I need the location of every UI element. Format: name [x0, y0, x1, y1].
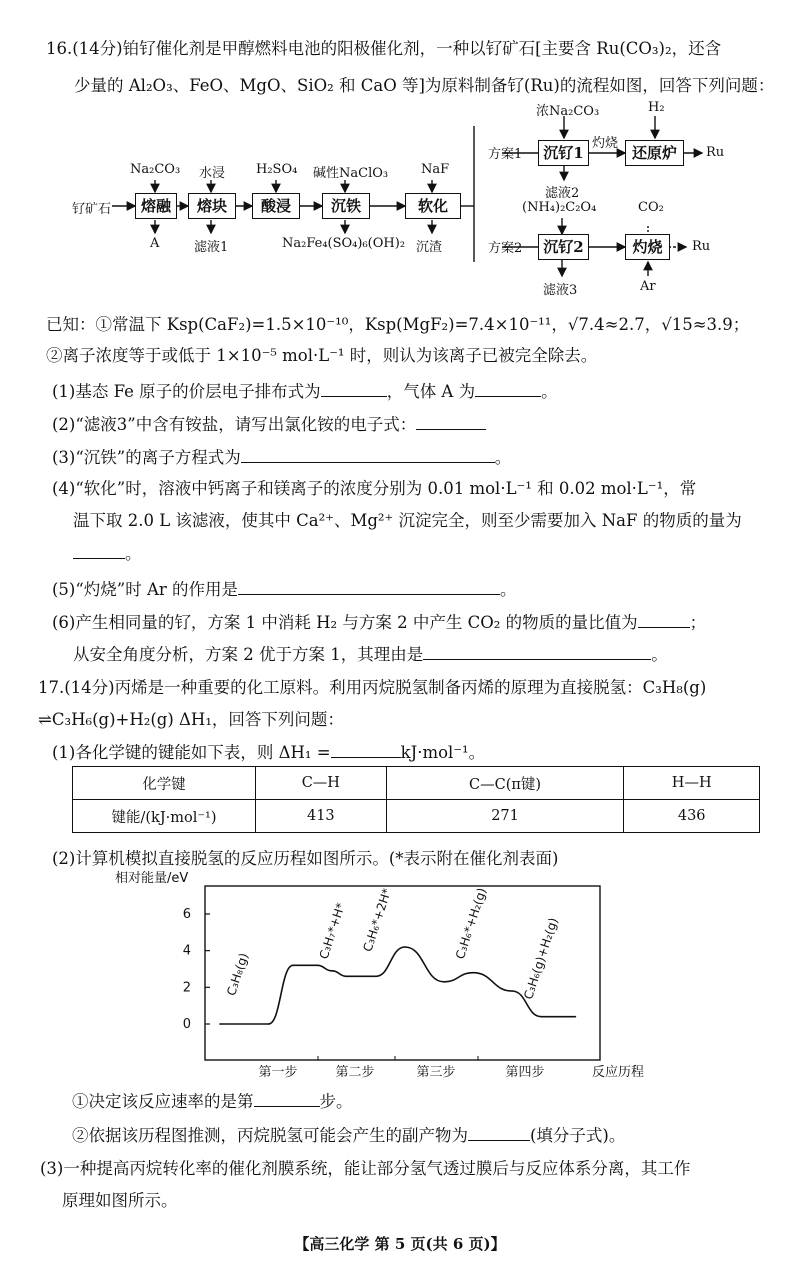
q16-part1-text-b: ，气体 A 为	[386, 382, 476, 401]
plan2-step-precip-ru2: 沉钌2	[538, 234, 589, 260]
chart-ytick-label: 0	[182, 1017, 191, 1032]
table-row-label: 键能/(kJ·mol⁻¹)	[73, 800, 256, 833]
flow-step-acid-leach: 酸浸	[252, 193, 300, 219]
plan2-step-calcine: 灼烧	[625, 234, 670, 260]
answer-blank-rate-step[interactable]	[254, 1090, 320, 1107]
q17-part3-line2: 原理如图所示。	[62, 1191, 178, 1210]
table-header-cell: C—H	[256, 767, 387, 800]
chart-xlabel: 反应历程	[591, 1065, 645, 1080]
q16-intro-line1: 16.(14分)铂钌催化剂是甲醇燃料电池的阳极催化剂，一种以钌矿石[主要含 Ru(CO₃)₂，还含	[46, 39, 722, 58]
plan2-gas-ar: Ar	[640, 279, 656, 294]
table-header-row	[73, 767, 760, 800]
table-header-cell: H—H	[624, 767, 760, 800]
q17-part2-q2	[72, 1124, 625, 1147]
chart-species-label: C₃H₆(g)+H₂(g)	[521, 916, 561, 1002]
q17-part1	[52, 741, 485, 764]
flow-start-ore: 钌矿石	[72, 202, 112, 217]
q17-intro-line1: 17.(14分)丙烯是一种重要的化工原料。利用丙烷脱氢制备丙烯的原理为直接脱氢：C₃H₈(g)	[38, 678, 707, 697]
plan2-product-ru: Ru	[692, 239, 711, 254]
q16-part3	[52, 446, 511, 469]
table-cell: 271	[386, 800, 624, 833]
q16-part6-line2	[73, 643, 668, 666]
flow-step-melt: 熔融	[135, 193, 177, 219]
q16-part2	[52, 413, 486, 436]
q17-part1-text-a: (1)各化学键的键能如下表，则 ΔH₁ =	[52, 743, 331, 762]
reagent-naclo3: 碱性NaClO₃	[313, 166, 389, 181]
plan1-filtrate2: 滤液2	[545, 186, 580, 201]
plan2-filtrate3: 滤液3	[543, 283, 578, 298]
output-filtrate1: 滤液1	[194, 240, 229, 255]
plan1-step-reduction-furnace: 还原炉	[625, 140, 684, 166]
q17-q2-text-a: ②依据该历程图推测，丙烷脱氢可能会产生的副产物为	[72, 1126, 468, 1145]
chart-ylabel: 相对能量/eV	[115, 871, 189, 886]
q16-part4-text-c: 。	[125, 544, 142, 563]
plan2-reagent: (NH₄)₂C₂O₄	[522, 200, 597, 215]
chart-step-label: 第一步	[258, 1065, 298, 1080]
page-footer: 【高三化学 第 5 页(共 6 页)】	[294, 1235, 506, 1253]
q16-part4-line1: (4)“软化”时，溶液中钙离子和镁离子的浓度分别为 0.01 mol·L⁻¹ 和 0.02 mol·L⁻¹，常	[52, 479, 697, 498]
q16-part1-text-a: (1)基态 Fe 原子的价层电子排布式为	[52, 382, 321, 401]
answer-blank-fe-config[interactable]	[321, 380, 387, 397]
q16-part5-text-b: 。	[500, 580, 517, 599]
q16-part6-line1	[52, 611, 706, 634]
q17-part1-text-b: kJ·mol⁻¹。	[400, 743, 486, 762]
reagent-na2co3: Na₂CO₃	[130, 162, 181, 177]
answer-blank-delta-h[interactable]	[331, 741, 401, 758]
q16-known-1: 已知：①常温下 Ksp(CaF₂)=1.5×10⁻¹⁰，Ksp(MgF₂)=7.4×10⁻¹¹，√7.4≈2.7，√15≈3.9；	[46, 315, 750, 334]
chart-species-label: C₃H₈(g)	[224, 951, 252, 998]
chart-species-label: C₃H₇*+H*	[316, 901, 348, 961]
q16-part4-line2: 温下取 2.0 L 该滤液，使其中 Ca²⁺、Mg²⁺ 沉淀完全，则至少需要加入 NaF 的物质的量为	[73, 511, 742, 530]
q17-part2: (2)计算机模拟直接脱氢的反应历程如图所示。(*表示附在催化剂表面)	[52, 849, 559, 868]
plan1-arrow-label: 灼烧	[592, 136, 619, 151]
reagent-h2so4: H₂SO₄	[256, 162, 298, 177]
output-sludge: 沉渣	[416, 240, 443, 255]
q17-q2-text-b: (填分子式)。	[530, 1126, 626, 1145]
answer-blank-byproduct[interactable]	[468, 1124, 530, 1141]
chart-step-label: 第二步	[335, 1065, 375, 1080]
plan1-product-ru: Ru	[706, 145, 725, 160]
table-header-cell: C—C(π键)	[386, 767, 624, 800]
bond-energy-table	[72, 766, 760, 833]
answer-blank-h2-co2-ratio[interactable]	[638, 611, 690, 628]
q17-q1-text-b: 步。	[319, 1092, 353, 1111]
plan1-h2: H₂	[648, 100, 665, 115]
answer-blank-nh4cl-lewis[interactable]	[416, 413, 486, 430]
chart-ytick-label: 6	[182, 907, 191, 922]
q16-part6-text-c: 从安全角度分析，方案 2 优于方案 1，其理由是	[73, 645, 424, 664]
answer-blank-gas-a[interactable]	[475, 380, 541, 397]
chart-species-label: C₃H₆*+H₂(g)	[452, 886, 490, 961]
reagent-water-leach: 水浸	[199, 166, 226, 181]
q16-part3-text-a: (3)“沉铁”的离子方程式为	[52, 448, 241, 467]
table-row	[73, 800, 760, 833]
output-iron-salt: Na₂Fe₄(SO₄)₆(OH)₂	[282, 236, 406, 251]
q16-part6-text-a: (6)产生相同量的钌，方案 1 中消耗 H₂ 与方案 2 中产生 CO₂ 的物质的量比值为	[52, 613, 638, 632]
q16-intro-line2: 少量的 Al₂O₃、FeO、MgO、SiO₂ 和 CaO 等]为原料制备钌(Ru)的流程如图，回答下列问题：	[74, 76, 775, 95]
q16-known-2: ②离子浓度等于或低于 1×10⁻⁵ mol·L⁻¹ 时，则认为该离子已被完全除去。	[46, 346, 598, 365]
q17-part2-q1	[72, 1090, 353, 1113]
table-cell: 436	[624, 800, 760, 833]
flow-step-soften: 软化	[405, 193, 461, 219]
plan2-co2: CO₂	[638, 200, 664, 215]
q16-part5-text-a: (5)“灼烧”时 Ar 的作用是	[52, 580, 239, 599]
plan2-label: 方案2	[488, 241, 523, 256]
q16-part1-text-c: 。	[541, 382, 558, 401]
q17-intro-line2: ⇌C₃H₆(g)+H₂(g) ΔH₁，回答下列问题：	[38, 710, 344, 729]
plan1-label: 方案1	[488, 147, 523, 162]
chart-step-label: 第三步	[416, 1065, 456, 1080]
chart-ytick-label: 4	[182, 943, 191, 959]
q17-q1-text-a: ①决定该反应速率的是第	[72, 1092, 254, 1111]
answer-blank-safety-reason[interactable]	[423, 643, 651, 660]
output-gas-a: A	[150, 236, 160, 251]
q16-part1	[52, 380, 558, 403]
flow-step-iron-precip: 沉铁	[322, 193, 370, 219]
plan1-reagent: 浓Na₂CO₃	[536, 104, 600, 119]
q16-part4-line3	[73, 542, 142, 565]
q17-part3-line1: (3)一种提高丙烷转化率的催化剂膜系统，能让部分氢气透过膜后与反应体系分离，其工作	[40, 1159, 691, 1178]
answer-blank-naf-amount[interactable]	[73, 542, 125, 559]
q16-part3-text-b: 。	[494, 448, 512, 467]
plan1-step-precip-ru1: 沉钌1	[538, 140, 589, 166]
chart-step-label: 第四步	[505, 1065, 545, 1080]
table-cell: 413	[256, 800, 387, 833]
answer-blank-ionic-eq[interactable]	[241, 446, 495, 463]
reagent-naf: NaF	[421, 162, 450, 177]
q16-part5	[52, 578, 517, 601]
q16-part2-text: (2)“滤液3”中含有铵盐，请写出氯化铵的电子式：	[52, 415, 417, 434]
flow-step-block: 熔块	[188, 193, 236, 219]
table-header-cell: 化学键	[73, 767, 256, 800]
chart-species-label: C₃H₆*+2H*	[360, 886, 395, 954]
chart-ytick-label: 2	[182, 980, 191, 996]
q16-part6-text-d: 。	[651, 645, 668, 664]
q16-part6-text-b: ；	[689, 613, 707, 632]
answer-blank-ar-role[interactable]	[238, 578, 500, 595]
